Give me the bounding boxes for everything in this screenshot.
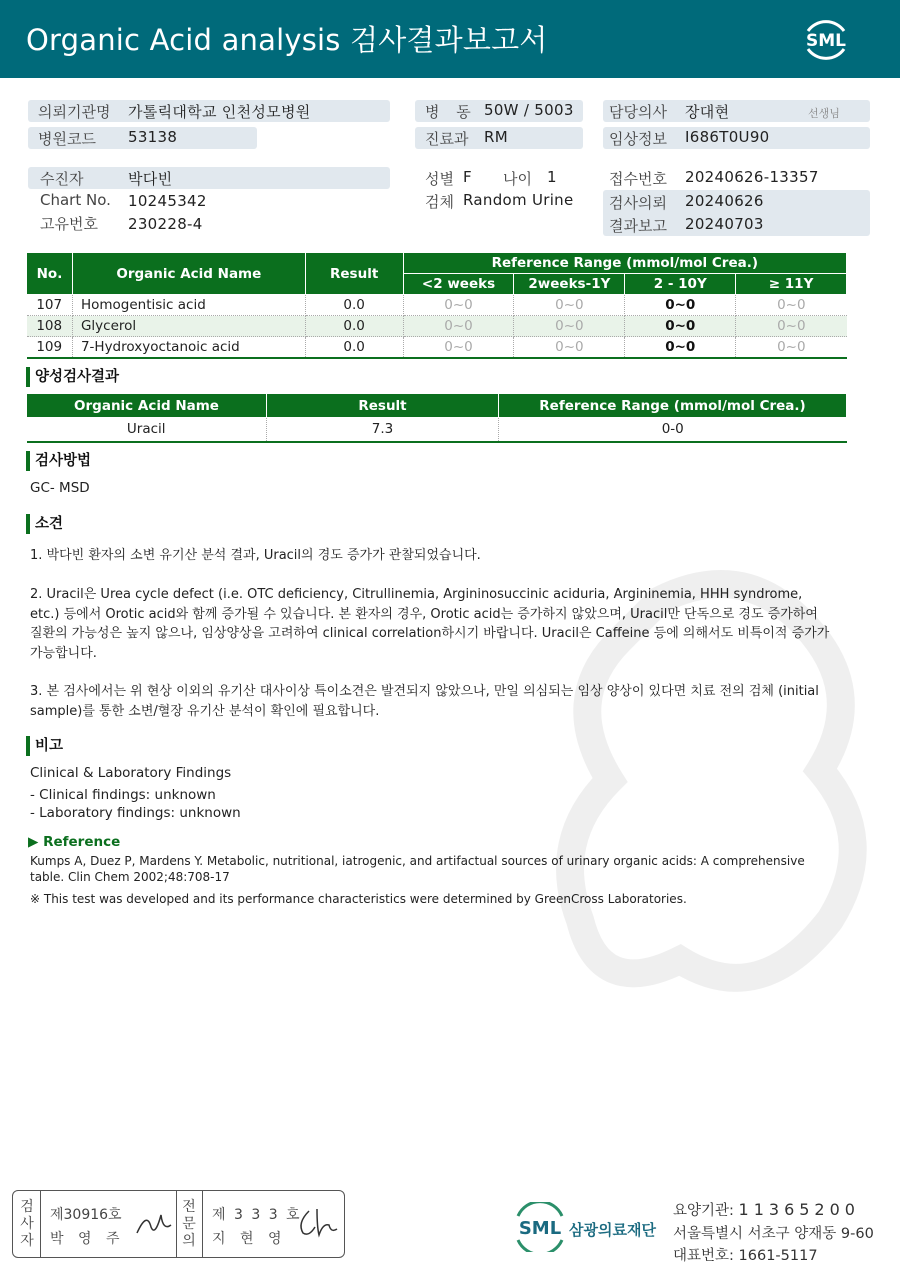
row-ref-3: 0~0 (625, 295, 736, 316)
col-ref: Reference Range (mmol/mol Crea.) (403, 253, 846, 274)
remarks-section-title: 비고 (26, 736, 63, 756)
logo-text: SML (806, 31, 846, 51)
positive-section-title: 양성검사결과 (26, 367, 119, 387)
col-ref-4: ≥ 11Y (736, 274, 847, 295)
table-row (27, 295, 847, 316)
doctor-value: 장대현 (685, 103, 730, 121)
row-ref-4: 0~0 (736, 295, 847, 316)
examiner-label: 검사자 (20, 1199, 34, 1249)
col-ref-3: 2 - 10Y (625, 274, 736, 295)
divider (176, 1191, 177, 1257)
footer-code-label: 요양기관: (673, 1203, 734, 1219)
pos-col-name: Organic Acid Name (27, 394, 267, 418)
method-text: GC- MSD (30, 480, 90, 496)
row-ref-3: 0~0 (625, 316, 736, 337)
footer-org-name: 삼광의료재단 (569, 1221, 656, 1239)
report-date-label: 결과보고 (609, 217, 667, 235)
row-ref-1: 0~0 (403, 316, 514, 337)
specialist-signature-icon (295, 1205, 339, 1241)
sex-label: 성별 (425, 170, 454, 188)
row-result: 0.0 (305, 316, 403, 337)
row-name: Glycerol (72, 316, 305, 337)
chart-label: Chart No. (40, 191, 111, 209)
watermark-icon (540, 540, 900, 1040)
report-title: Organic Acid analysis 검사결과보고서 (26, 23, 548, 57)
chart-value: 10245342 (128, 192, 207, 210)
row-name: Homogentisic acid (72, 295, 305, 316)
pos-col-result: Result (267, 394, 499, 418)
opinion-p1: 1. 박다빈 환자의 소변 유기산 분석 결과, Uracil의 경도 증가가 관찰되었습니다. (30, 548, 481, 563)
row-ref-2: 0~0 (514, 295, 625, 316)
sex-value: F (463, 168, 472, 186)
specialist-label: 전문의 (182, 1199, 196, 1249)
patient-label: 수진자 (40, 170, 84, 188)
footer-phone-label: 대표번호: (673, 1248, 734, 1264)
row-no: 108 (27, 316, 73, 337)
request-value: 20240626 (685, 192, 764, 210)
table-row (27, 337, 847, 358)
specimen-label: 검체 (425, 193, 454, 211)
hospital-code-value: 53138 (128, 128, 178, 146)
dept-label: 진료과 (425, 130, 469, 148)
uid-label: 고유번호 (40, 215, 98, 233)
row-ref-4: 0~0 (736, 337, 847, 358)
report-header (0, 0, 900, 78)
row-no: 109 (27, 337, 73, 358)
row-ref-4: 0~0 (736, 316, 847, 337)
ward-value: 50W / 5003 (484, 101, 574, 119)
divider (202, 1191, 203, 1257)
institution-value: 가톨릭대학교 인천성모병원 (128, 103, 311, 121)
col-name: Organic Acid Name (72, 253, 305, 295)
pos-row-result: 7.3 (267, 418, 499, 442)
row-ref-3: 0~0 (625, 337, 736, 358)
row-result: 0.0 (305, 337, 403, 358)
doctor-label: 담당의사 (609, 103, 667, 121)
receipt-value: 20240626-13357 (685, 168, 819, 186)
opinion-p2: 2. Uracil은 Urea cycle defect (i.e. OTC deficiency, Citrullinemia, Argininosuccinic aciduria, Argininemia, HHH syndrome, etc.) 등에서 Orotic acid와 함께 증가될 수 있습니다. 본 환자의 경우, Orotic acid는 증가하지 않았으며, Uracil만 단독으로 경도 증가하여 질환의 가능성은 높지 않으나, 임상양상을 고려하여 clinical correlation하시기 바랍니다. Uracil은 Caffeine 등에 의해서도 비특이적 증가가 가능합니다. (30, 587, 830, 661)
row-name: 7-Hydroxyoctanoic acid (72, 337, 305, 358)
doctor-suffix: 선생님 (808, 107, 840, 120)
request-label: 검사의뢰 (609, 194, 667, 212)
divider (40, 1191, 41, 1257)
signature-box (12, 1190, 345, 1258)
age-value: 1 (547, 168, 557, 186)
reference-title: ▶ Reference (28, 834, 121, 850)
clinical-label: 임상정보 (609, 130, 667, 148)
footer-address: 서울특별시 서초구 양재동 9-60 (673, 1226, 874, 1242)
examiner-name: 박 영 주 (50, 1231, 125, 1247)
uid-value: 230228-4 (128, 215, 203, 233)
col-result: Result (305, 253, 403, 295)
col-ref-1: <2 weeks (403, 274, 514, 295)
pos-row-ref: 0-0 (499, 418, 847, 442)
footer-phone-row (673, 1244, 818, 1265)
reference-note: ※ This test was developed and its performance characteristics were determined by GreenCross Laboratories. (30, 892, 687, 906)
pos-row-name: Uracil (27, 418, 267, 442)
ward-label: 병 동 (425, 103, 477, 121)
footer-phone: 1661-5117 (738, 1248, 818, 1264)
institution-label: 의뢰기관명 (38, 103, 111, 121)
col-ref-2: 2weeks-1Y (514, 274, 625, 295)
remarks-line1: Clinical & Laboratory Findings (30, 765, 232, 781)
age-label: 나이 (503, 170, 532, 188)
examiner-no: 제30916호 (50, 1207, 122, 1223)
footer-code: 11365200 (738, 1200, 860, 1219)
pos-col-ref: Reference Range (mmol/mol Crea.) (499, 394, 847, 418)
col-no: No. (27, 253, 73, 295)
row-no: 107 (27, 295, 73, 316)
row-result: 0.0 (305, 295, 403, 316)
results-table (26, 252, 847, 359)
method-section-title: 검사방법 (26, 451, 91, 471)
receipt-label: 접수번호 (609, 170, 667, 188)
opinion-section-title: 소견 (26, 514, 63, 534)
footer-code-row (673, 1199, 860, 1220)
row-ref-1: 0~0 (403, 337, 514, 358)
clinical-value: I686T0U90 (685, 128, 770, 146)
specialist-name: 지 현 영 (212, 1231, 287, 1247)
table-row (27, 316, 847, 337)
specimen-value: Random Urine (463, 191, 574, 209)
dept-value: RM (484, 128, 508, 146)
patient-value: 박다빈 (128, 170, 173, 188)
row-ref-1: 0~0 (403, 295, 514, 316)
report-date-value: 20240703 (685, 215, 764, 233)
row-ref-2: 0~0 (514, 316, 625, 337)
remarks-line2: - Clinical findings: unknown (30, 787, 216, 803)
table-row (27, 418, 847, 442)
sml-logo-icon (800, 13, 852, 65)
footer-logo-text: SML (518, 1218, 562, 1239)
specialist-no: 제 3 3 3 호 (212, 1207, 302, 1223)
remarks-line3: - Laboratory findings: unknown (30, 805, 241, 821)
examiner-signature-icon (133, 1207, 173, 1241)
opinion-p3: 3. 본 검사에서는 위 현상 이외의 유기산 대사이상 특이소견은 발견되지 않았으나, 만일 의심되는 임상 양상이 있다면 치료 전의 검체 (initial sample)를 통한 소변/혈장 유기산 분석이 확인에 필요합니다. (30, 684, 819, 719)
reference-text: Kumps A, Duez P, Mardens Y. Metabolic, nutritional, iatrogenic, and artifactual sources of urinary organic acids: A comprehensive table. Clin Chem 2002;48:708-17 (30, 854, 805, 884)
hospital-code-label: 병원코드 (38, 130, 96, 148)
positive-table (26, 393, 847, 443)
row-ref-2: 0~0 (514, 337, 625, 358)
